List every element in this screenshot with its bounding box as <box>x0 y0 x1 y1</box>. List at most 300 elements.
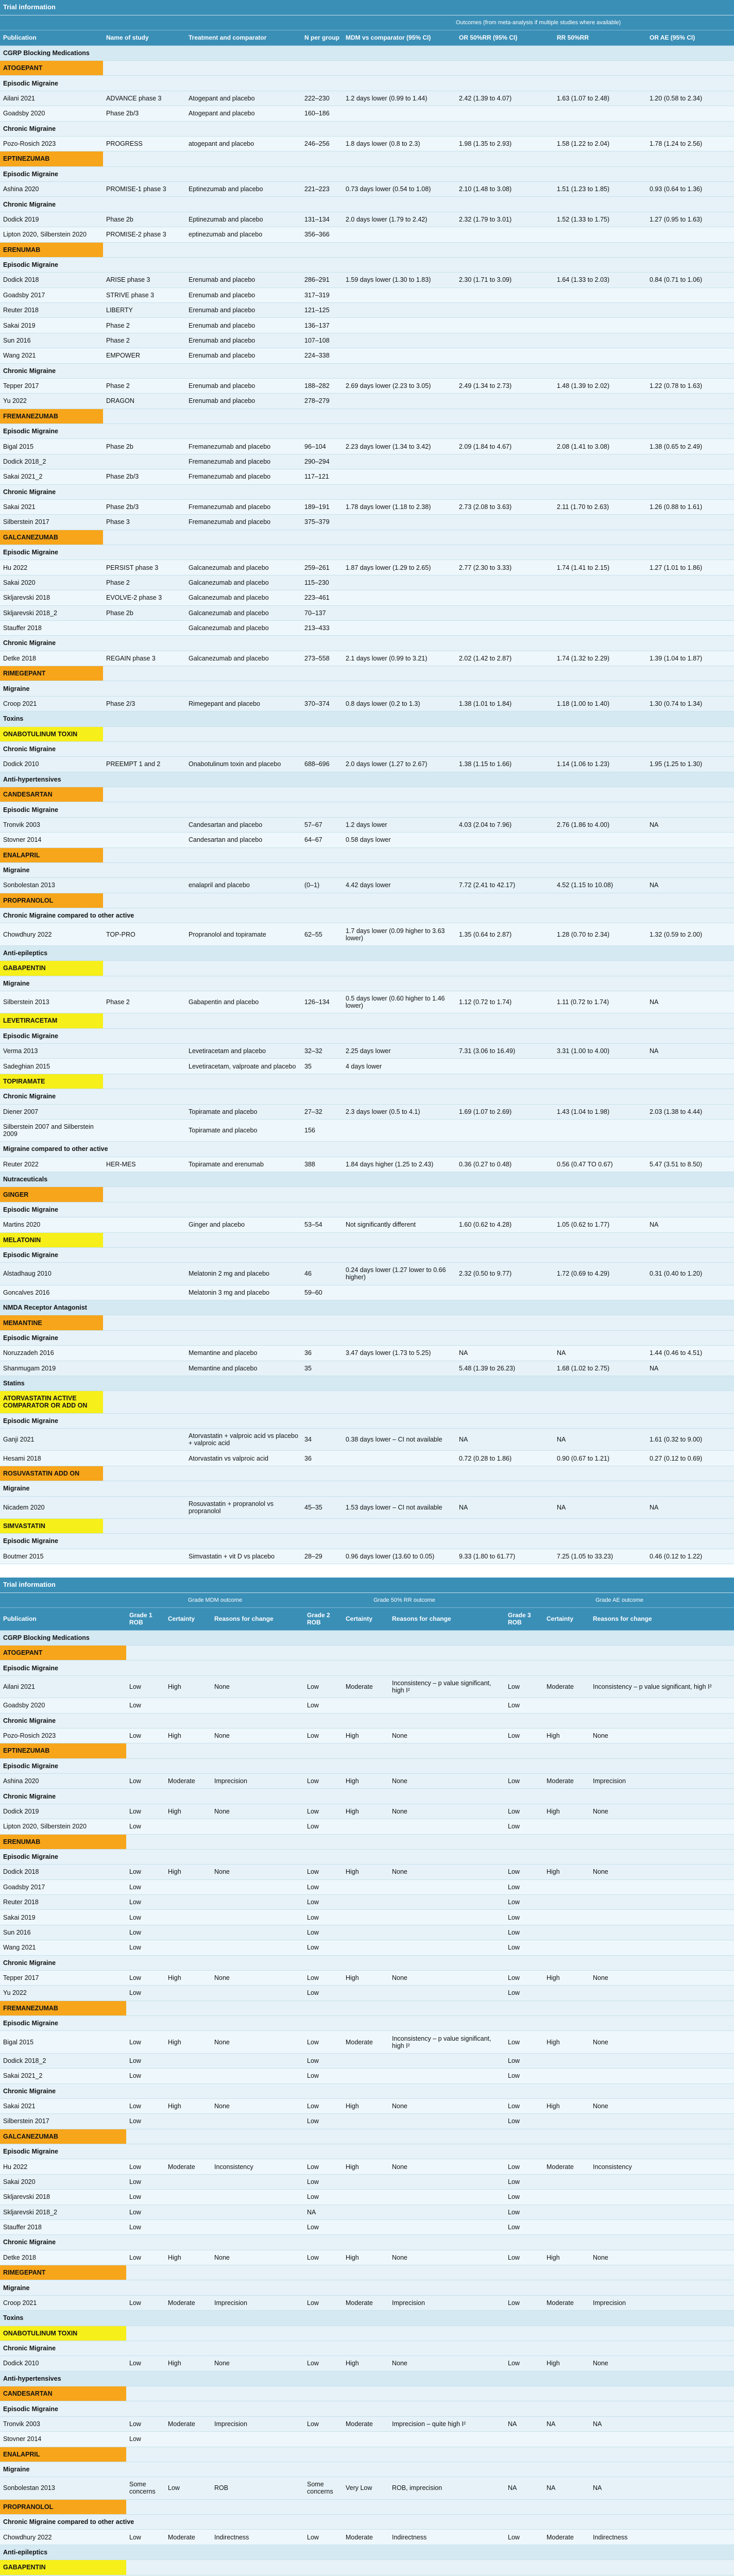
table-cell: PERSIST phase 3 <box>103 560 185 575</box>
table-cell <box>543 2219 590 2234</box>
table-cell: Phase 2b <box>103 605 185 620</box>
subgroup-label: Chronic Migraine <box>0 1955 734 1970</box>
table-cell: Low <box>304 2114 343 2129</box>
table-cell: Low <box>126 1925 165 1940</box>
section-label: CGRP Blocking Medications <box>0 1630 734 1645</box>
table-cell: 2.0 days lower (1.27 to 2.67) <box>343 757 456 772</box>
table-cell: Low <box>304 2031 343 2053</box>
drug-name: ENALAPRIL <box>0 2447 126 2462</box>
table-cell: 35 <box>301 1059 343 1074</box>
table-cell: 1.7 days lower (0.09 higher to 3.63 lower) <box>343 923 456 945</box>
table-cell <box>456 303 554 318</box>
grade-group-row <box>0 1592 734 1607</box>
table-row <box>0 2219 734 2234</box>
subgroup-row <box>0 484 734 499</box>
subgroup-label: Chronic Migraine <box>0 2083 734 2098</box>
subgroup-label: Episodic Migraine <box>0 1028 734 1043</box>
table-cell: Some concerns <box>304 2477 343 2499</box>
subgroup-row <box>0 1481 734 1496</box>
subgroup-row <box>0 1247 734 1262</box>
table-cell: Low <box>505 2114 543 2129</box>
table-cell: Low <box>505 2295 543 2310</box>
table-cell: 1.39 (1.04 to 1.87) <box>646 651 734 666</box>
table-row <box>0 757 734 772</box>
table-row <box>0 91 734 106</box>
table-cell: Hu 2022 <box>0 560 103 575</box>
table-cell <box>456 515 554 530</box>
table-cell <box>103 817 185 832</box>
table-cell: Erenumab and placebo <box>185 303 301 318</box>
drug-row <box>0 2265 734 2280</box>
column-header: Publication <box>0 1608 126 1630</box>
table-cell: Tepper 2017 <box>0 378 103 393</box>
table-cell <box>456 1059 554 1074</box>
table-cell: Erenumab and placebo <box>185 333 301 348</box>
table-cell: 1.68 (1.02 to 2.75) <box>554 1361 646 1376</box>
table-cell: eptinezumab and placebo <box>185 227 301 242</box>
subgroup-label: Episodic Migraine <box>0 424 734 439</box>
table-cell: 0.5 days lower (0.60 higher to 1.46 lower) <box>343 991 456 1013</box>
table-cell <box>165 1925 211 1940</box>
table-cell: Wang 2021 <box>0 348 103 363</box>
drug-row-fill <box>126 2001 734 2015</box>
section-label: CGRP Blocking Medications <box>0 45 734 60</box>
table-cell <box>543 1986 590 2001</box>
table-cell: High <box>543 1970 590 1985</box>
table-cell: 1.32 (0.59 to 2.00) <box>646 923 734 945</box>
table-cell: None <box>389 1804 505 1819</box>
table-cell <box>103 1217 185 1232</box>
drug-row <box>0 1315 734 1330</box>
table-cell: None <box>389 2159 505 2174</box>
drug-name: GINGER <box>0 1187 103 1202</box>
table-cell <box>590 1940 734 1955</box>
table-cell: Sakai 2021_2 <box>0 469 103 484</box>
table-cell: Low <box>505 2219 543 2234</box>
table-cell: Onabotulinum toxin and placebo <box>185 757 301 772</box>
table-cell: Rosuvastatin + propranolol vs propranolol <box>185 1496 301 1518</box>
table-cell: Croop 2021 <box>0 696 103 711</box>
table-cell: 0.84 (0.71 to 1.06) <box>646 273 734 287</box>
drug-row-fill <box>126 1646 734 1660</box>
table-cell <box>103 454 185 469</box>
table-cell <box>543 2205 590 2219</box>
table-cell: 5.48 (1.39 to 26.23) <box>456 1361 554 1376</box>
table-cell <box>389 2053 505 2068</box>
table-cell: NA <box>646 1361 734 1376</box>
subgroup-label: Chronic Migraine <box>0 636 734 651</box>
table-cell: 2.32 (0.50 to 9.77) <box>456 1263 554 1285</box>
table-cell <box>211 2174 304 2189</box>
table-cell <box>165 1895 211 1910</box>
table-cell: Wang 2021 <box>0 1940 126 1955</box>
table-cell: Low <box>165 2477 211 2499</box>
drug-row <box>0 1834 734 1849</box>
table-cell: Dodick 2018 <box>0 273 103 287</box>
table-row <box>0 1819 734 1834</box>
table-cell: Low <box>126 2031 165 2053</box>
subgroup-row <box>0 1089 734 1104</box>
table-row <box>0 394 734 409</box>
table-cell: Indirectness <box>389 2530 505 2545</box>
table-cell <box>554 227 646 242</box>
table-cell: Low <box>304 1879 343 1894</box>
table-cell: 1.52 (1.33 to 1.75) <box>554 212 646 227</box>
table-cell: Phase 2 <box>103 333 185 348</box>
drug-row-fill <box>103 1391 734 1413</box>
column-header: Certainty <box>165 1608 211 1630</box>
table-cell <box>590 2069 734 2083</box>
table-cell: 45–35 <box>301 1496 343 1518</box>
table-cell <box>646 303 734 318</box>
table-cell <box>103 1285 185 1300</box>
table-cell: Moderate <box>543 2159 590 2174</box>
table-row <box>0 1865 734 1879</box>
table-cell: NA <box>554 1429 646 1451</box>
drug-row-fill <box>103 242 734 257</box>
table-cell <box>103 1263 185 1285</box>
table-cell <box>543 2174 590 2189</box>
table-cell: Chowdhury 2022 <box>0 923 103 945</box>
table-cell: Low <box>126 1804 165 1819</box>
table-cell: High <box>543 1804 590 1819</box>
table-cell: Fremanezumab and placebo <box>185 499 301 514</box>
table-row <box>0 287 734 302</box>
table-cell <box>165 2069 211 2083</box>
table-row <box>0 2477 734 2499</box>
table-cell <box>590 2190 734 2205</box>
table-cell: 290–294 <box>301 454 343 469</box>
table-cell: 3.31 (1.00 to 4.00) <box>554 1044 646 1059</box>
table-cell <box>211 1910 304 1925</box>
subgroup-row <box>0 2144 734 2159</box>
table-cell <box>343 2219 389 2234</box>
table-cell <box>554 318 646 333</box>
table-cell <box>646 394 734 409</box>
drug-row-fill <box>126 1834 734 1849</box>
table-row <box>0 923 734 945</box>
table-cell: NA <box>646 1496 734 1518</box>
table-cell: 0.58 days lower <box>343 833 456 848</box>
table-cell: Low <box>505 2069 543 2083</box>
drug-row <box>0 666 734 681</box>
table-cell: Phase 2b/3 <box>103 499 185 514</box>
table-row <box>0 136 734 151</box>
table-cell: High <box>543 2031 590 2053</box>
table-cell: 1.95 (1.25 to 1.30) <box>646 757 734 772</box>
table-cell: Low <box>505 2159 543 2174</box>
subgroup-label: Episodic Migraine <box>0 1330 734 1345</box>
table-cell: Indirectness <box>211 2530 304 2545</box>
table-cell: Moderate <box>165 1774 211 1789</box>
table-cell: Sonbolestan 2013 <box>0 878 103 893</box>
subgroup-row <box>0 862 734 877</box>
subgroup-label: Chronic Migraine <box>0 484 734 499</box>
subgroup-row <box>0 2235 734 2250</box>
subgroup-row <box>0 1413 734 1428</box>
table-cell <box>590 1879 734 1894</box>
subgroup-row <box>0 802 734 817</box>
table-cell <box>103 1119 185 1141</box>
table-cell: 1.27 (0.95 to 1.63) <box>646 212 734 227</box>
drug-row <box>0 1391 734 1413</box>
table-cell: 160–186 <box>301 106 343 121</box>
table-cell: 4.03 (2.04 to 7.96) <box>456 817 554 832</box>
table-cell: 1.61 (0.32 to 9.00) <box>646 1429 734 1451</box>
table-cell: Low <box>304 1895 343 1910</box>
table-cell <box>165 2205 211 2219</box>
table-cell: Dodick 2019 <box>0 212 103 227</box>
table-cell: Low <box>126 2356 165 2371</box>
table-cell: 126–134 <box>301 991 343 1013</box>
table-cell: None <box>389 2356 505 2371</box>
column-header: OR AE (95% CI) <box>646 30 734 45</box>
table-cell: Sun 2016 <box>0 1925 126 1940</box>
table-row <box>0 1157 734 1172</box>
drug-row <box>0 1646 734 1660</box>
table-cell: None <box>211 2356 304 2371</box>
subgroup-row <box>0 363 734 378</box>
table-cell: 1.72 (0.69 to 4.29) <box>554 1263 646 1285</box>
table-cell: Ashina 2020 <box>0 182 103 197</box>
table-cell <box>543 1925 590 1940</box>
subgroup-label: Chronic Migraine <box>0 363 734 378</box>
table-cell <box>543 1940 590 1955</box>
table-cell: NA <box>646 878 734 893</box>
drug-row-fill <box>126 2560 734 2575</box>
table-cell: Sakai 2020 <box>0 575 103 590</box>
table-cell: 53–54 <box>301 1217 343 1232</box>
table-cell: 221–223 <box>301 182 343 197</box>
drug-row <box>0 2499 734 2514</box>
table-row <box>0 318 734 333</box>
drug-row-fill <box>103 1187 734 1202</box>
table-cell: NA <box>590 2416 734 2431</box>
table-cell: Skljarevski 2018_2 <box>0 2205 126 2219</box>
table-cell: Skljarevski 2018 <box>0 2190 126 2205</box>
table-cell: Imprecision <box>389 2295 505 2310</box>
table-row <box>0 1910 734 1925</box>
table-cell: 2.0 days lower (1.79 to 2.42) <box>343 212 456 227</box>
table-cell: Low <box>304 1819 343 1834</box>
table-cell <box>543 2114 590 2129</box>
header-row <box>0 30 734 45</box>
table-row <box>0 560 734 575</box>
table-cell <box>646 318 734 333</box>
table-cell: Nicadem 2020 <box>0 1496 103 1518</box>
table-cell: 62–55 <box>301 923 343 945</box>
table-cell: 2.49 (1.34 to 2.73) <box>456 378 554 393</box>
table-cell: Low <box>304 2159 343 2174</box>
table-cell: NA <box>590 2477 734 2499</box>
table-cell: None <box>211 2031 304 2053</box>
table-row <box>0 1451 734 1466</box>
table-cell: None <box>590 1728 734 1743</box>
table-cell <box>389 1879 505 1894</box>
table-cell <box>646 575 734 590</box>
table-cell <box>211 2205 304 2219</box>
table-cell: 2.42 (1.39 to 4.07) <box>456 91 554 106</box>
table-cell <box>389 2114 505 2129</box>
section-row <box>0 2311 734 2326</box>
subgroup-row <box>0 1849 734 1864</box>
table-cell: Tronvik 2003 <box>0 817 103 832</box>
drug-name: FREMANEZUMAB <box>0 409 103 423</box>
table-cell: Shanmugam 2019 <box>0 1361 103 1376</box>
table-cell: Galcanezumab and placebo <box>185 560 301 575</box>
table-cell: Low <box>126 2416 165 2431</box>
table-cell: 1.11 (0.72 to 1.74) <box>554 991 646 1013</box>
table-cell: NA <box>554 1346 646 1361</box>
drug-name: ONABOTULINUM TOXIN <box>0 726 103 741</box>
table-cell: NA <box>543 2416 590 2431</box>
table-cell: Ganji 2021 <box>0 1429 103 1451</box>
subgroup-row <box>0 2280 734 2295</box>
table-cell: 3.47 days lower (1.73 to 5.25) <box>343 1346 456 1361</box>
table-cell: 0.24 days lower (1.27 lower to 0.66 higher) <box>343 1263 456 1285</box>
drug-name: CANDESARTAN <box>0 787 103 802</box>
table-row <box>0 696 734 711</box>
table-cell: Low <box>304 1698 343 1713</box>
table-cell <box>343 620 456 635</box>
column-header: Reasons for change <box>590 1608 734 1630</box>
table-cell: Fremanezumab and placebo <box>185 439 301 454</box>
table-cell <box>554 1059 646 1074</box>
table-cell: Moderate <box>343 2416 389 2431</box>
table-cell: Tronvik 2003 <box>0 2416 126 2431</box>
table-row <box>0 1263 734 1285</box>
table-cell: Detke 2018 <box>0 651 103 666</box>
table-row <box>0 1119 734 1141</box>
drug-name: RIMEGEPANT <box>0 666 103 681</box>
drug-name: EPTINEZUMAB <box>0 151 103 166</box>
table-cell: 156 <box>301 1119 343 1141</box>
table-cell: None <box>590 2031 734 2053</box>
table-cell: 32–32 <box>301 1044 343 1059</box>
column-header: Grade 3 ROB <box>505 1608 543 1630</box>
table-cell <box>343 1451 456 1466</box>
table-cell: High <box>343 2098 389 2113</box>
table-cell: High <box>543 1728 590 1743</box>
subgroup-label: Migraine <box>0 2280 734 2295</box>
table-cell: Phase 2 <box>103 575 185 590</box>
table-cell <box>590 2205 734 2219</box>
table-cell <box>211 1819 304 1834</box>
table-row <box>0 1217 734 1232</box>
column-header: Treatment and comparator <box>185 30 301 45</box>
table-cell <box>389 1895 505 1910</box>
table-cell <box>646 1285 734 1300</box>
table-cell: Bigal 2015 <box>0 2031 126 2053</box>
subgroup-row <box>0 166 734 181</box>
table-row <box>0 499 734 514</box>
drug-row <box>0 2447 734 2462</box>
table-cell: None <box>211 2250 304 2265</box>
table-cell: High <box>165 2356 211 2371</box>
header-spacer <box>0 15 103 30</box>
table-cell <box>554 620 646 635</box>
table-cell: 28–29 <box>301 1549 343 1564</box>
table-cell <box>343 1361 456 1376</box>
drug-name: ERENUMAB <box>0 242 103 257</box>
table-row <box>0 227 734 242</box>
drug-row <box>0 61 734 76</box>
table-cell: Low <box>126 1865 165 1879</box>
column-header: Reasons for change <box>211 1608 304 1630</box>
table-cell: Low <box>126 1728 165 1743</box>
table-cell <box>646 833 734 848</box>
table-cell: Silberstein 2017 <box>0 515 103 530</box>
table-cell: 2.25 days lower <box>343 1044 456 1059</box>
header-spacer <box>0 1592 126 1607</box>
section-row <box>0 711 734 726</box>
drug-name: ERENUMAB <box>0 1834 126 1849</box>
table-cell: Pozo-Rosich 2023 <box>0 1728 126 1743</box>
table-row <box>0 2190 734 2205</box>
table-row <box>0 590 734 605</box>
outcomes-note: Outcomes (from meta-analysis if multiple studies where available) <box>343 15 734 30</box>
table-cell <box>389 2432 505 2447</box>
table-cell: Low <box>126 2205 165 2219</box>
table-cell <box>554 1119 646 1141</box>
table-cell: enalapril and placebo <box>185 878 301 893</box>
table-cell <box>343 2190 389 2205</box>
table-row <box>0 575 734 590</box>
table-cell <box>554 575 646 590</box>
table-cell <box>343 2114 389 2129</box>
table-cell: Moderate <box>343 2031 389 2053</box>
column-header: OR 50%RR (95% CI) <box>456 30 554 45</box>
drug-row <box>0 2129 734 2144</box>
table-cell <box>554 469 646 484</box>
table-row <box>0 991 734 1013</box>
subgroup-row <box>0 1534 734 1549</box>
table-row <box>0 2159 734 2174</box>
table-cell: Low <box>505 1879 543 1894</box>
table-cell <box>543 1698 590 1713</box>
table-cell: Low <box>126 2174 165 2189</box>
table-cell: Imprecision <box>211 2295 304 2310</box>
grade-group-header: Grade AE outcome <box>505 1592 734 1607</box>
table-cell: 2.03 (1.38 to 4.44) <box>646 1104 734 1119</box>
table-cell: Noruzzadeh 2016 <box>0 1346 103 1361</box>
table-cell <box>165 2053 211 2068</box>
table-cell: Low <box>126 2159 165 2174</box>
table-cell <box>103 620 185 635</box>
table-cell: Levetiracetam, valproate and placebo <box>185 1059 301 1074</box>
subgroup-label: Migraine <box>0 976 734 991</box>
table-cell <box>456 454 554 469</box>
table-cell <box>165 2219 211 2234</box>
drug-name: TOPIRAMATE <box>0 1074 103 1089</box>
table-cell: Low <box>304 1774 343 1789</box>
table-cell: NA <box>646 1217 734 1232</box>
subgroup-label: Episodic Migraine <box>0 1758 734 1773</box>
table-cell <box>543 2069 590 2083</box>
table-cell <box>456 1285 554 1300</box>
table-cell: Melatonin 3 mg and placebo <box>185 1285 301 1300</box>
section-row <box>0 1376 734 1391</box>
table-cell: 1.74 (1.32 to 2.29) <box>554 651 646 666</box>
table-cell: 0.72 (0.28 to 1.86) <box>456 1451 554 1466</box>
subgroup-label: Episodic Migraine <box>0 257 734 272</box>
table-cell <box>646 515 734 530</box>
table-cell <box>389 1925 505 1940</box>
table-cell <box>456 575 554 590</box>
table-cell: Low <box>505 2190 543 2205</box>
table-cell: None <box>211 1865 304 1879</box>
table-cell: NA <box>646 817 734 832</box>
